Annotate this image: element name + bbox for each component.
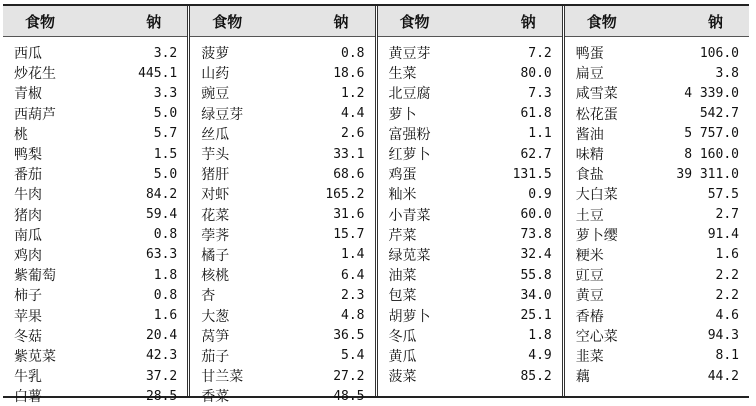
sodium-value: 36.5 [333,328,365,344]
food-name: 莴笋 [201,328,230,345]
table-row [190,326,374,346]
table-row [565,225,749,245]
food-name: 大葱 [201,308,230,325]
sodium-value: 165.2 [325,186,365,202]
table-row [565,366,749,386]
table-column-4 [562,6,749,396]
table-row [190,225,374,245]
table-row [190,386,374,406]
table-row [190,144,374,164]
table-row [190,104,374,124]
sodium-value: 4.9 [528,348,552,364]
food-name: 豇豆 [575,268,604,285]
sodium-value: 73.8 [520,227,552,243]
table-row [378,305,562,325]
table-row [190,346,374,366]
food-name: 香椿 [575,308,604,325]
column-header [3,6,187,37]
sodium-value: 33.1 [333,146,365,162]
table-column-3 [375,6,562,396]
food-name: 绿豆芽 [201,106,244,123]
sodium-value: 8 160.0 [684,146,739,162]
table-row [378,83,562,103]
sodium-value: 61.8 [520,106,552,122]
sodium-value: 1.2 [341,85,365,101]
sodium-value: 4.4 [341,106,365,122]
sodium-value: 2.7 [715,207,739,223]
food-name: 扁豆 [575,66,604,83]
table-row [565,305,749,325]
food-name: 黄豆芽 [388,46,431,63]
sodium-value: 32.4 [520,247,552,263]
food-name: 食盐 [575,167,604,184]
food-name: 丝瓜 [201,126,230,143]
food-name: 韭菜 [575,348,604,365]
sodium-value: 91.4 [707,227,739,243]
column-header [565,6,749,37]
food-name: 核桃 [201,268,230,285]
table-row [565,265,749,285]
table-row [190,305,374,325]
table-row [190,43,374,63]
food-name: 土豆 [575,207,604,224]
table-row [565,184,749,204]
food-name: 红萝卜 [388,147,431,164]
table-row [3,164,187,184]
sodium-value: 55.8 [520,267,552,283]
table-row [190,205,374,225]
sodium-content-table [3,4,749,406]
table-row [190,164,374,184]
food-name: 咸雪菜 [575,86,618,103]
table-row [378,184,562,204]
sodium-value: 106.0 [699,45,739,61]
table-row [3,265,187,285]
table-row [378,285,562,305]
sodium-value: 60.0 [520,207,552,223]
food-name: 籼米 [388,187,417,204]
sodium-value: 0.8 [153,227,178,243]
sodium-value: 25.1 [520,308,552,324]
food-name: 香菜 [201,389,230,406]
food-name: 小青菜 [388,207,431,224]
table-row [3,104,187,124]
table-row [565,326,749,346]
sodium-value: 28.5 [145,388,178,404]
table-row [3,83,187,103]
table-row [3,366,187,386]
header-food: 食物 [25,12,56,31]
table-row [378,144,562,164]
food-name: 绿苋菜 [388,247,431,264]
table-row [3,184,187,204]
sodium-value: 6.4 [341,267,365,283]
header-sodium: 钠 [146,12,162,31]
food-name: 杏 [201,288,216,305]
table-row [3,326,187,346]
food-name: 甘兰菜 [201,369,244,386]
food-name: 鸡肉 [14,247,42,264]
sodium-value: 68.6 [333,166,365,182]
sodium-value: 3.8 [715,65,739,81]
sodium-value: 2.3 [341,287,365,303]
food-name: 紫苋菜 [14,348,56,365]
table-row [190,184,374,204]
sodium-value: 5.4 [341,348,365,364]
header-food: 食物 [586,12,617,31]
food-name: 对虾 [201,187,230,204]
table-row [378,63,562,83]
sodium-value: 0.8 [153,287,178,303]
header-sodium: 钠 [333,12,349,31]
food-name: 炒花生 [14,66,56,83]
header-sodium: 钠 [707,12,723,31]
sodium-value: 1.6 [153,308,178,324]
food-name: 花菜 [201,207,230,224]
sodium-value: 2.2 [715,267,739,283]
sodium-value: 3.3 [153,85,178,101]
food-name: 茄子 [201,348,230,365]
sodium-value: 131.5 [512,166,552,182]
sodium-value: 15.7 [333,227,365,243]
food-name: 西瓜 [14,46,42,63]
table-row [565,124,749,144]
column-header [378,6,562,37]
sodium-value: 63.3 [145,247,178,263]
table-row [3,225,187,245]
sodium-value: 31.6 [333,207,365,223]
food-name: 芹菜 [388,227,417,244]
table-row [565,285,749,305]
food-name: 柿子 [14,288,42,305]
food-name: 鸭蛋 [575,46,604,63]
sodium-value: 34.0 [520,287,552,303]
sodium-value: 7.2 [528,45,552,61]
table-row [565,83,749,103]
table-column-1 [3,6,187,406]
sodium-value: 3.2 [153,45,178,61]
sodium-value: 80.0 [520,65,552,81]
table-column-2 [187,6,374,406]
food-name: 青椒 [14,86,42,103]
sodium-value: 85.2 [520,368,552,384]
table-row [565,104,749,124]
sodium-value: 4 339.0 [684,85,739,101]
sodium-value: 2.6 [341,126,365,142]
table-row [378,326,562,346]
table-row [378,265,562,285]
food-name: 苹果 [14,308,42,325]
table-row [565,63,749,83]
food-name: 西葫芦 [14,106,56,123]
sodium-value: 5.0 [153,166,178,182]
sodium-value: 1.8 [153,267,178,283]
sodium-value: 94.3 [707,328,739,344]
table-row [3,346,187,366]
food-name: 牛肉 [14,187,42,204]
food-name: 藕 [575,369,590,386]
table-row [3,63,187,83]
table-row [378,245,562,265]
food-name: 猪肉 [14,207,42,224]
table-row [378,104,562,124]
food-name: 萝卜 [388,106,417,123]
sodium-value: 18.6 [333,65,365,81]
food-name: 橘子 [201,247,230,264]
table-row [190,366,374,386]
sodium-value: 5.0 [153,106,178,122]
table-row [565,346,749,366]
sodium-value: 42.3 [145,348,178,364]
sodium-value: 1.1 [528,126,552,142]
table-row [378,366,562,386]
food-name: 松花蛋 [575,106,618,123]
food-name: 粳米 [575,247,604,264]
food-name: 空心菜 [575,328,618,345]
sodium-value: 0.9 [528,186,552,202]
sodium-value: 44.2 [707,368,739,384]
table-row [378,225,562,245]
table-row [565,205,749,225]
food-name: 黄豆 [575,288,604,305]
food-name: 冬菇 [14,328,42,345]
food-name: 紫葡萄 [14,268,56,285]
food-name: 黄瓜 [388,348,417,365]
table-row [3,305,187,325]
table-row [378,43,562,63]
food-name: 白薯 [14,389,42,406]
sodium-value: 57.5 [707,186,739,202]
sodium-value: 1.6 [715,247,739,263]
food-name: 大白菜 [575,187,618,204]
sodium-value: 0.8 [341,45,365,61]
header-food: 食物 [212,12,243,31]
food-name: 菠菜 [388,369,417,386]
table-row [565,245,749,265]
sodium-value: 5 757.0 [684,126,739,142]
sodium-value: 5.7 [153,126,178,142]
sodium-value: 1.5 [153,146,178,162]
food-name: 萝卜缨 [575,227,618,244]
sodium-value: 62.7 [520,146,552,162]
sodium-value: 20.4 [145,328,178,344]
table-row [378,346,562,366]
table-row [190,245,374,265]
food-name: 山药 [201,66,230,83]
table-row [378,164,562,184]
table-row [565,164,749,184]
sodium-value: 39 311.0 [676,166,739,182]
food-name: 冬瓜 [388,328,417,345]
table-row [378,205,562,225]
table-row [190,63,374,83]
food-name: 桃 [14,126,28,143]
header-food: 食物 [399,12,430,31]
food-name: 酱油 [575,126,604,143]
food-name: 芋头 [201,147,230,164]
table-row [3,285,187,305]
sodium-value: 1.8 [528,328,552,344]
food-name: 番茄 [14,167,42,184]
sodium-value: 2.2 [715,287,739,303]
sodium-value: 7.3 [528,85,552,101]
food-name: 油菜 [388,268,417,285]
sodium-value: 59.4 [145,207,178,223]
table-row [190,83,374,103]
food-name: 包菜 [388,288,417,305]
sodium-value: 4.6 [715,308,739,324]
table-row [3,205,187,225]
table-row [3,245,187,265]
sodium-value: 37.2 [145,368,178,384]
table-row [190,124,374,144]
column-header [190,6,374,37]
header-sodium: 钠 [520,12,536,31]
table-row [3,124,187,144]
food-name: 北豆腐 [388,86,431,103]
sodium-value: 48.5 [333,388,365,404]
table-row [190,265,374,285]
food-name: 鸡蛋 [388,167,417,184]
food-name: 味精 [575,147,604,164]
sodium-value: 8.1 [715,348,739,364]
sodium-value: 84.2 [145,186,178,202]
table-row [190,285,374,305]
table-row [378,124,562,144]
food-name: 南瓜 [14,227,42,244]
table-row [3,386,187,406]
food-name: 豌豆 [201,86,230,103]
food-name: 菠萝 [201,46,230,63]
sodium-value: 1.4 [341,247,365,263]
sodium-value: 445.1 [138,65,178,81]
sodium-value: 27.2 [333,368,365,384]
table-row [3,43,187,63]
food-name: 猪肝 [201,167,230,184]
food-name: 荸荠 [201,227,230,244]
food-name: 鸭梨 [14,147,42,164]
table-row [3,144,187,164]
food-name: 牛乳 [14,369,42,386]
sodium-value: 542.7 [699,106,739,122]
food-name: 富强粉 [388,126,431,143]
table-row [565,43,749,63]
sodium-value: 4.8 [341,308,365,324]
food-name: 生菜 [388,66,417,83]
table-row [565,144,749,164]
food-name: 胡萝卜 [388,308,431,325]
